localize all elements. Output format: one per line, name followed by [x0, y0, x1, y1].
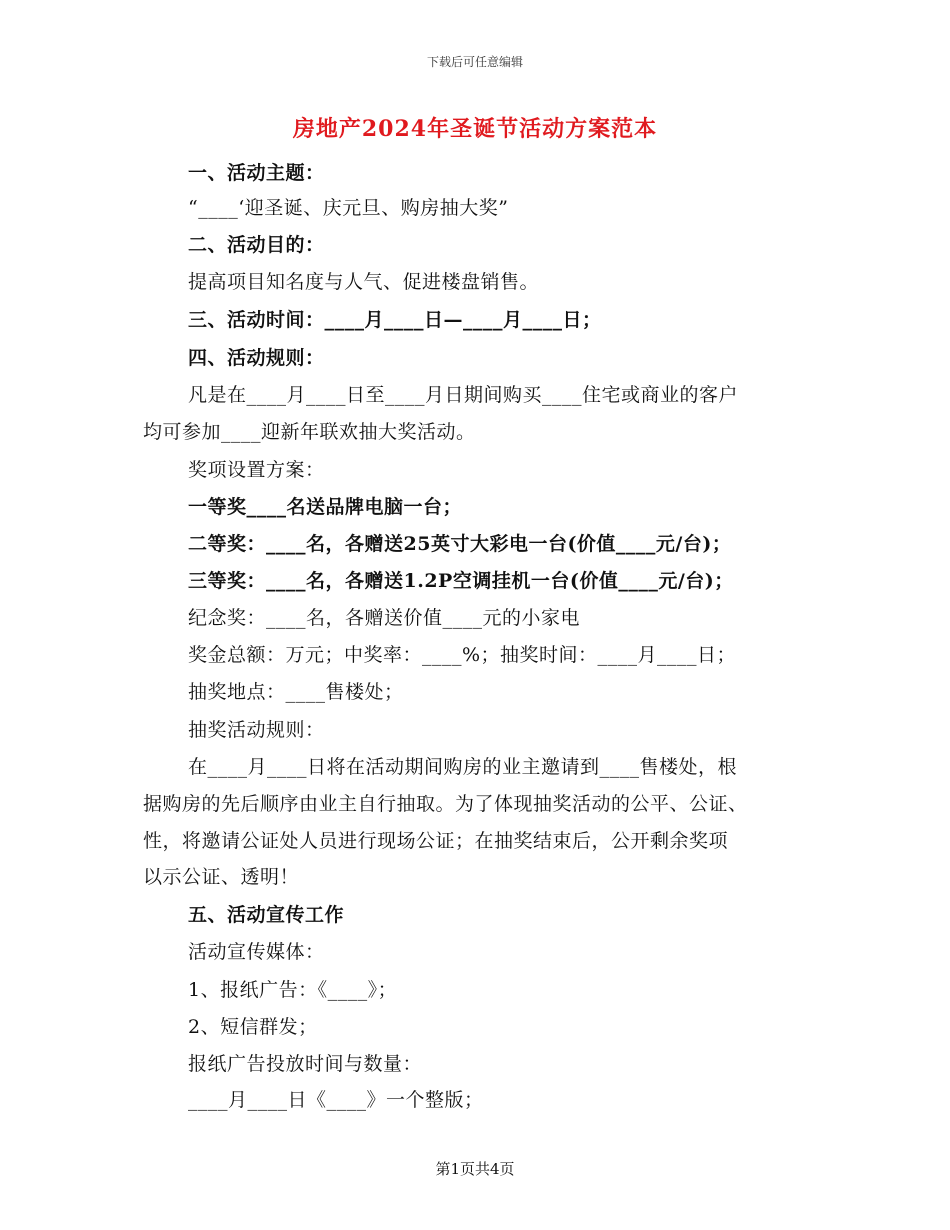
- paragraph-line: 均可参加____迎新年联欢抽大奖活动。: [143, 421, 476, 443]
- paragraph-line: 在____月____日将在活动期间购房的业主邀请到____售楼处，根: [188, 756, 738, 778]
- paragraph-line: 抽奖活动规则：: [188, 719, 325, 741]
- prize-souvenir: 纪念奖：____名，各赠送价值____元的小家电: [188, 607, 581, 629]
- paragraph-line: 提高项目知名度与人气、促进楼盘销售。: [188, 271, 540, 293]
- header-note: 下载后可任意编辑: [426, 55, 523, 69]
- prize-third: 三等奖：____名，各赠送1.2P空调挂机一台(价值____元/台)；: [188, 570, 734, 592]
- paragraph-line: 奖项设置方案：: [188, 459, 325, 481]
- paragraph-line: 以示公证、透明！: [143, 866, 300, 888]
- paragraph-line: 凡是在____月____日至____月日期间购买____住宅或商业的客户: [188, 384, 739, 406]
- paragraph-line: 据购房的先后顺序由业主自行抽取。为了体现抽奖活动的公平、公证、: [143, 793, 748, 815]
- section-heading-rules: 四、活动规则：: [188, 347, 325, 369]
- paragraph-line: 2、短信群发；: [188, 1016, 318, 1038]
- paragraph-line: 性，将邀请公证处人员进行现场公证；在抽奖结束后，公开剩余奖项: [143, 830, 729, 852]
- paragraph-line: ____月____日《____》一个整版；: [188, 1089, 484, 1111]
- section-heading-time: 三、活动时间：____月____日—____月____日；: [188, 309, 602, 331]
- paragraph-line: 报纸广告投放时间与数量：: [188, 1053, 423, 1075]
- section-heading-theme: 一、活动主题：: [188, 162, 325, 184]
- paragraph-line: 1、报纸广告：《____》；: [188, 979, 398, 1001]
- section-heading-promotion: 五、活动宣传工作: [188, 904, 345, 926]
- document-title: 房地产2024年圣诞节活动方案范本: [292, 116, 658, 142]
- paragraph-line: “____‘迎圣诞、庆元旦、购房抽大奖”: [188, 197, 509, 219]
- prize-first: 一等奖____名送品牌电脑一台；: [188, 496, 463, 518]
- paragraph-line: 活动宣传媒体：: [188, 941, 325, 963]
- prize-second: 二等奖：____名，各赠送25英寸大彩电一台(价值____元/台)；: [188, 533, 732, 555]
- paragraph-line: 奖金总额：万元；中奖率：____%；抽奖时间：____月____日；: [188, 644, 737, 666]
- section-heading-purpose: 二、活动目的：: [188, 234, 325, 256]
- page-footer: 第1页共4页: [435, 1160, 515, 1178]
- paragraph-line: 抽奖地点：____售楼处；: [188, 681, 404, 703]
